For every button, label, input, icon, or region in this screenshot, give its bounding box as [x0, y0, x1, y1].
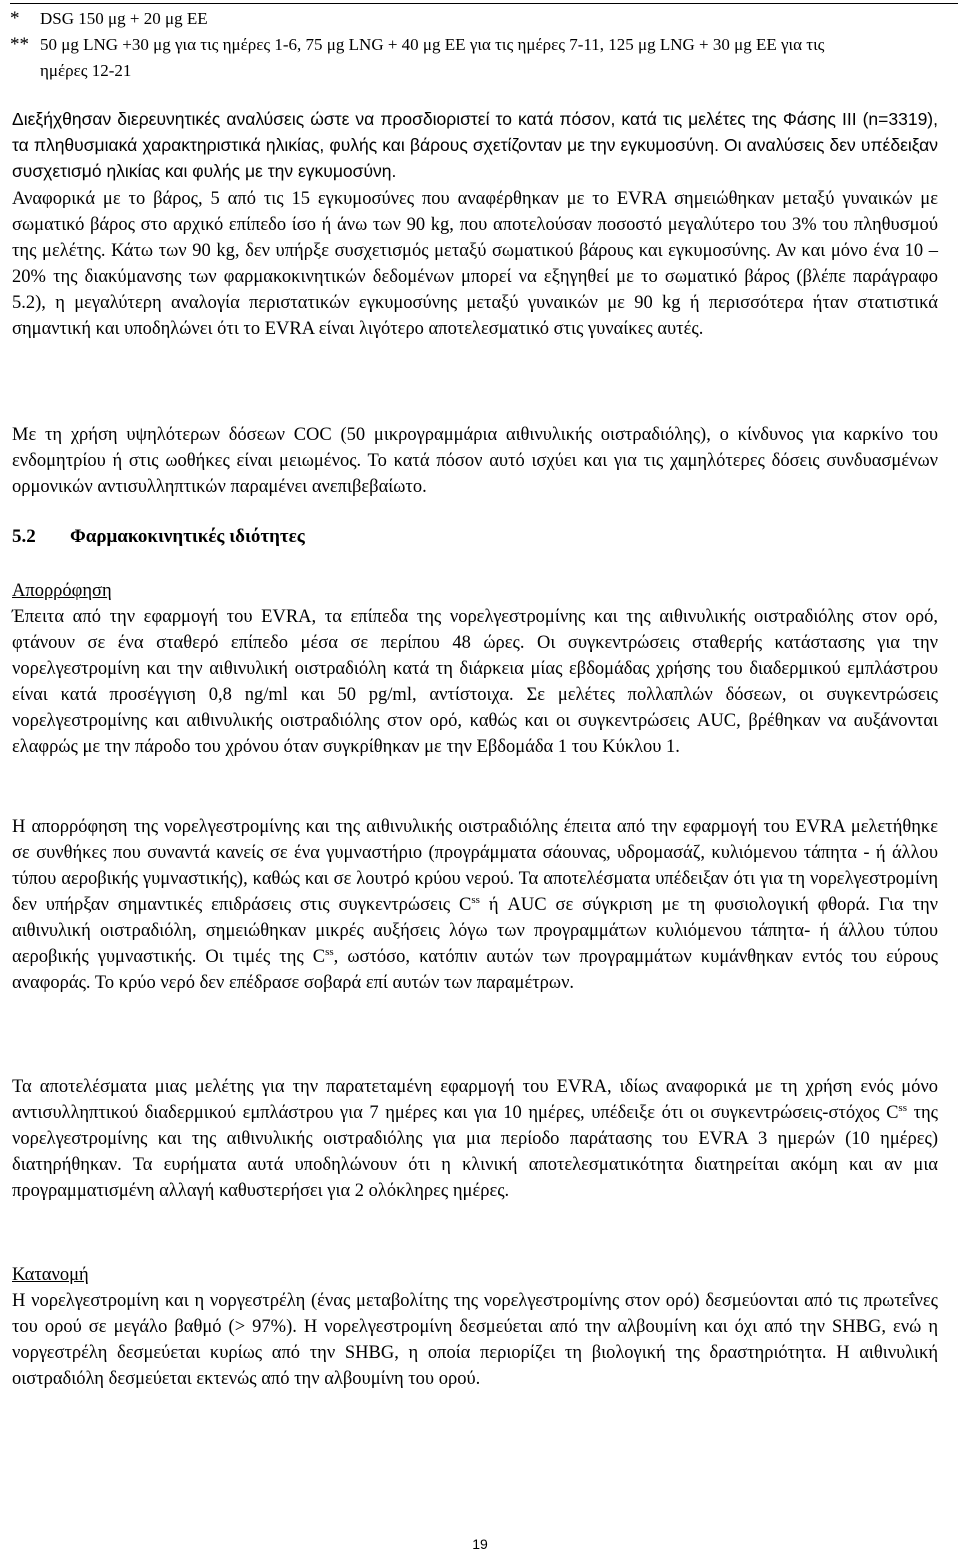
- footnote-continuation: ημέρες 12-21: [40, 61, 132, 80]
- footnote-text: DSG 150 μg + 20 μg EE: [40, 9, 208, 28]
- absorption-paragraph-3: Τα αποτελέσματα μιας μελέτης για την παρατεταμένη εφαρμογή του EVRA, ιδίως αναφορικά με τη χρήση ενός μόνο αντισυλληπτικού διαδερμικού εμπλάστρου για 7 ημέρες και για 10 ημέρες, υπέδειξε ότι οι συγκεντρώσεις-στόχος $C^{ss}$ της νορελγεστρομίνης και της αιθινυλικής οιστραδιόλης για μια περίοδο παράτασης του EVRA 3 ημερών (10 ημέρες) διατηρήθηκαν. Τα ευρήματα αυτά υποδηλώνουν ότι η κλινική αποτελεσματικότητα διατηρείται ακόμη και αν μια προγραμματισμένη αλλαγή καθυστερήσει για 2 ολόκληρες ημέρες.: [12, 1077, 938, 1201]
- top-rule: [10, 3, 958, 4]
- absorption-paragraph-1: Έπειτα από την εφαρμογή του EVRA, τα επίπεδα της νορελγεστρομίνης και της αιθινυλικής οιστραδιόλης στον ορό, φτάνουν σε ένα σταθερό επίπεδο μέσα σε περίπου 48 ώρες. Οι συγκεντρώσεις σταθερής κατάστασης για την νορελγεστρομίνη και την αιθινυλική οιστραδιόλη κατά τη διάρκεια μίας εβδομάδας χρήσης του διαδερμικού εμπλάστρου είναι κατά προσέγγιση 0,8 ng/ml και 50 pg/ml, αντίστοιχα. Σε μελέτες πολλαπλών δόσεων, οι συγκεντρώσεις νορελγεστρομίνης και αιθινυλικής οιστραδιόλης στον ορό, καθώς και οι συγκεντρώσεις AUC, βρέθηκαν να αυξάνονται ελαφρώς με την πάροδο του χρόνου όταν συγκρίθηκαν με την Εβδομάδα 1 του Κύκλου 1.: [12, 607, 938, 757]
- paragraph-exploratory-analyses: Διεξήχθησαν διερευνητικές αναλύσεις ώστε να προσδιοριστεί το κατά πόσον, κατά τις μελέτες της Φάσης ΙΙΙ (n=3319), τα πληθυσμιακά χαρακτηριστικά ηλικίας, φυλής και βάρους σχετίζονταν με την εγκυμοσύνη. Οι αναλύσεις δεν υπέδειξαν συσχετισμό ηλικίας και φυλής με την εγκυμοσύνη.: [12, 109, 938, 181]
- distribution-paragraph-1: Η νορελγεστρομίνη και η νοργεστρέλη (ένας μεταβολίτης της νορελγεστρομίνης στον ορό) δεσμεύονται από τις πρωτεΐνες του ορού σε μεγάλο βαθμό (> 97%). Η νορελγεστρομίνη δεσμεύεται από την αλβουμίνη και όχι από την SHBG, ενώ η νοργεστρέλη δεσμεύεται κυρίως από την SHBG, η οποία περιορίζει τη βιολογική της δραστηριότητα. Η αιθινυλική οιστραδιόλη δεσμεύεται εκτενώς από την αλβουμίνη του ορού.: [12, 1291, 938, 1389]
- paragraph-weight: Αναφορικά με το βάρος, 5 από τις 15 εγκυμοσύνες που αναφέρθηκαν με το EVRA σημειώθηκαν μεταξύ γυναικών με σωματικό βάρος στο αρχικό επίπεδο ίσο ή άνω των 90 kg, που αποτελούσαν ποσοστό μεγαλύτερο του 3% του πληθυσμού της μελέτης. Κάτω των 90 kg, δεν υπήρξε συσχετισμός μεταξύ σωματικού βάρους και εγκυμοσύνης. Αν και μόνο ένα 10 – 20% της διακύμανσης των φαρμακοκινητικών δεδομένων μπορεί να εξηγηθεί με το σωματικό βάρος (βλέπε παράγραφο 5.2), η μεγαλύτερη αναλογία περιστατικών εγκυμοσύνης μεταξύ γυναικών με 90 kg ή περισσότερα ήταν στατιστικά σημαντική και υποδηλώνει ότι το EVRA είναι λιγότερο αποτελεσματικό στις γυναίκες αυτές.: [12, 189, 938, 339]
- footnote-text: 50 μg LNG +30 μg για τις ημέρες 1-6, 75 μg LNG + 40 μg EE για τις ημέρες 7-11, 125 μg LNG + 30 μg EE για τις: [40, 35, 825, 54]
- paragraph-coc: Με τη χρήση υψηλότερων δόσεων COC (50 μικρογραμμάρια αιθινυλικής οιστραδιόλης), ο κίνδυνος για καρκίνο του ενδομητρίου ή στις ωοθήκες είναι μειωμένος. Το κατά πόσον αυτό ισχύει και για τις χαμηλότερες δόσεις συνδυασμένων ορμονικών αντισυλληπτικών παραμένει ανεπιβεβαίωτο.: [12, 425, 938, 497]
- footnote-marker: *: [10, 8, 20, 29]
- footnote-2: [10, 32, 950, 84]
- page-number: 19: [472, 1536, 488, 1552]
- footnote-1: [10, 6, 950, 32]
- section-heading: [12, 526, 305, 548]
- section-title: Φαρμακοκινητικές ιδιότητες: [70, 526, 305, 547]
- distribution-heading: Κατανομή: [12, 1265, 89, 1285]
- section-number: 5.2: [12, 526, 36, 547]
- absorption-heading: Απορρόφηση: [12, 581, 112, 601]
- footnote-marker: **: [10, 34, 29, 55]
- absorption-paragraph-2: Η απορρόφηση της νορελγεστρομίνης και της αιθινυλικής οιστραδιόλης έπειτα από την εφαρμογή του EVRA μελετήθηκε σε συνθήκες που συναντά κανείς σε ένα γυμναστήριο (προγράμματα σάουνας, υδρομασάζ, κυλιόμενου τάπητα - ή άλλου τύπου αεροβικής γυμναστικής), καθώς και σε λουτρό κρύου νερού. Τα αποτελέσματα υπέδειξαν ότι για τη νορελγεστρομίνη δεν υπήρξαν σημαντικές επιδράσεις στις συγκεντρώσεις $C^{ss}$ ή AUC σε σύγκριση με τη φυσιολογική φθορά. Για την αιθινυλική οιστραδιόλη, σημειώθηκαν μικρές αυξήσεις λόγω των προγραμμάτων κυλιόμενου τάπητα- ή άλλου τύπου αεροβικής γυμναστικής. Οι τιμές της $C^{ss}$, ωστόσο, κατόπιν αυτών των προγραμμάτων κυμάνθηκαν εντός του εύρους αναφοράς. Το κρύο νερό δεν επέδρασε σοβαρά επί αυτών των παραμέτρων.: [12, 817, 938, 993]
